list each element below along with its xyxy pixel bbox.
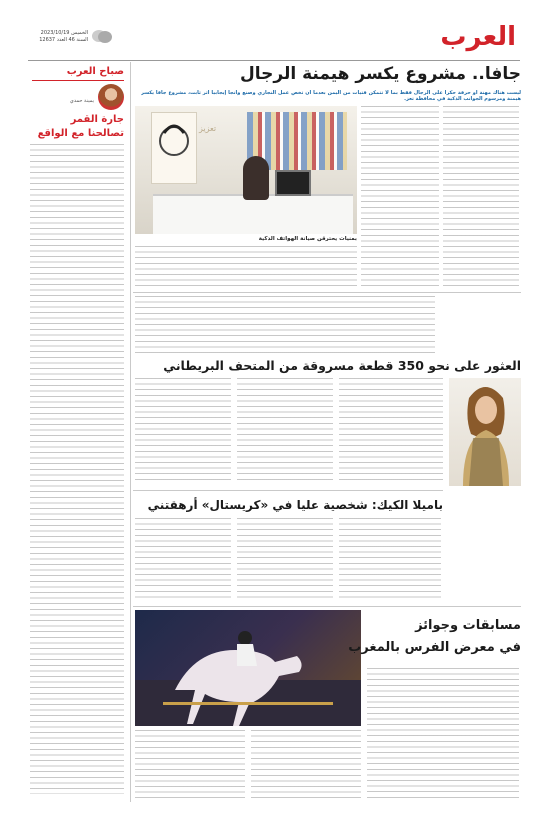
story3-text-col3 bbox=[339, 518, 441, 600]
author-photo bbox=[98, 84, 124, 110]
author-name: يمينة حمدي bbox=[69, 98, 94, 104]
story1-text-col2 bbox=[443, 106, 519, 286]
issue-number: السنة 46 العدد 12637 bbox=[39, 37, 88, 43]
story1-caption: بمنيات يحترقن صيانة الهواتف الذكية bbox=[258, 236, 357, 242]
story3-divider bbox=[133, 606, 521, 607]
photo-watermark: تعزيز bbox=[199, 124, 217, 133]
masthead bbox=[0, 18, 550, 60]
story1-headline: جافا.. مشروع يكسر هيمنة الرجال bbox=[239, 64, 521, 84]
story3-text-col1 bbox=[135, 518, 231, 600]
section-underline bbox=[32, 80, 124, 81]
story2-photo bbox=[449, 378, 521, 486]
story1-block bbox=[133, 62, 521, 292]
story3-text-col2 bbox=[237, 518, 333, 600]
story1-text-col3 bbox=[135, 246, 357, 288]
story1-lead: ليست هناك مهنة أو حرفة حكرا على الرجال فقط بما لا تتمكن فتيات من اليمن بعدما ان تخص عمل النجاري وصنع وانجا إيجابيا أثر ثابت، مشروع جافا يكسر هيمنة ومرسوم الجوانب الذكية في محافظة تعز. bbox=[141, 90, 521, 102]
story4-photo bbox=[135, 610, 361, 726]
issue-date: الخميس 2023/10/19 bbox=[40, 30, 88, 36]
opinion-sidebar bbox=[28, 62, 128, 802]
story2-text-col2 bbox=[237, 378, 333, 484]
story4-text-col1 bbox=[135, 730, 245, 800]
story2-divider bbox=[133, 490, 443, 491]
wall-poster bbox=[151, 112, 197, 184]
story2-block bbox=[133, 294, 521, 488]
story1-divider bbox=[133, 292, 521, 293]
story3-block bbox=[133, 492, 443, 604]
story1-photo bbox=[135, 106, 357, 234]
worker-figure bbox=[243, 156, 269, 200]
sidebar-section-title: صباح العرب bbox=[66, 66, 124, 77]
story2-text-top bbox=[135, 296, 435, 354]
story1-text-col1 bbox=[361, 106, 439, 286]
column-title-line2: تصالحنا مع الواقع bbox=[37, 128, 124, 139]
story2-text-col1 bbox=[135, 378, 231, 484]
monitor bbox=[275, 170, 311, 196]
story4-headline-line2: في معرض الفرس بالمغرب bbox=[348, 640, 521, 655]
masthead-divider bbox=[28, 60, 520, 61]
sidebar-divider bbox=[130, 62, 131, 802]
story4-text-col2 bbox=[251, 730, 361, 800]
story2-headline: العثور على نحو 350 قطعة مسروقة من المتحف البريطاني bbox=[163, 358, 521, 373]
masthead-logo: العرب bbox=[440, 22, 516, 52]
counter-desk bbox=[153, 194, 353, 234]
column-body-text bbox=[30, 144, 124, 794]
story2-text-col3 bbox=[339, 378, 443, 484]
column-title-line1: جارة القمر bbox=[70, 114, 124, 125]
story4-headline-line1: مسابقات وجوائز bbox=[415, 618, 521, 633]
story3-headline: باميلا الكيك: شخصية عليا في «كريستال» أرهقتني bbox=[147, 498, 443, 512]
story4-block bbox=[133, 608, 521, 802]
speech-bubble-icon bbox=[91, 29, 113, 45]
story4-text-col3 bbox=[367, 668, 519, 800]
